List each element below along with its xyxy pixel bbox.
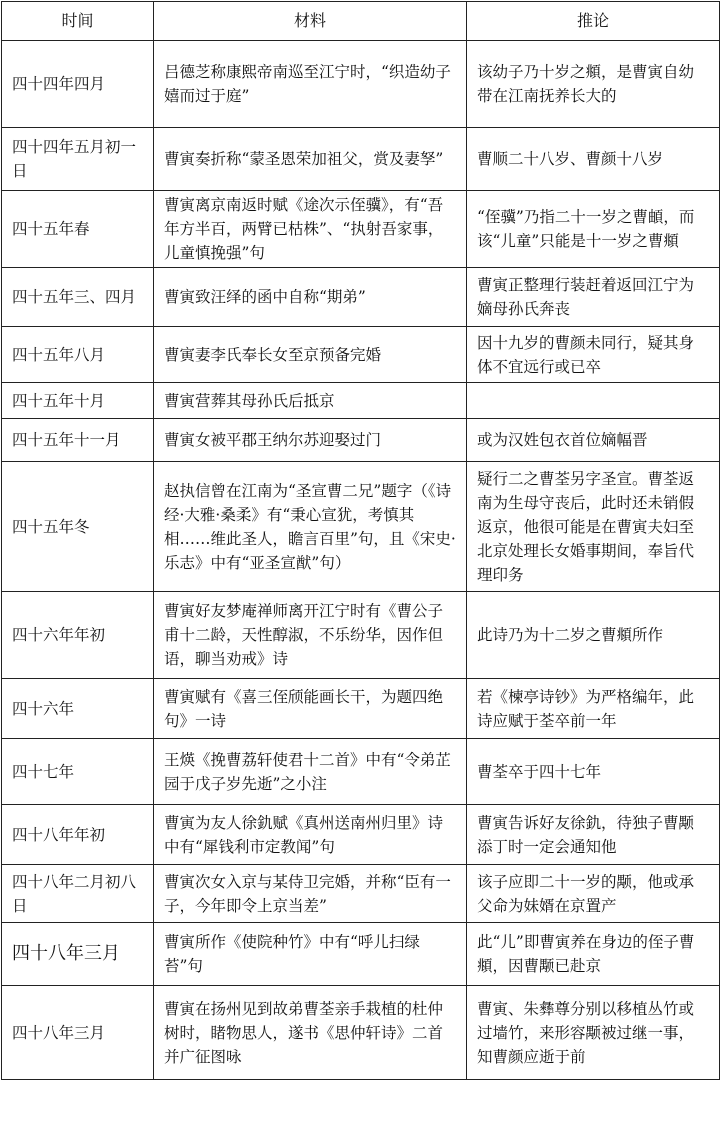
material-cell: 曹寅次女入京与某侍卫完婚，并称“臣有一子，今年即令上京当差” (154, 865, 467, 923)
table-row (2, 419, 720, 462)
material-cell: 曹寅为友人徐釚赋《真州送南州归里》诗中有“犀钱利市定教闻”句 (154, 805, 467, 865)
inference-cell: 曹顺二十八岁、曹颜十八岁 (467, 128, 720, 191)
material-cell: 曹寅女被平郡王纳尔苏迎娶过门 (154, 419, 467, 462)
material-cell: 赵执信曾在江南为“圣宣曹二兄”题字（《诗经·大雅·桑柔》有“秉心宣犹，考慎其相……维此圣人，瞻言百里”句，且《宋史·乐志》中有“亚圣宣猷”句） (154, 462, 467, 592)
header-row (2, 2, 720, 41)
time-cell: 四十六年 (2, 679, 154, 739)
inference-cell: 因十九岁的曹颜未同行，疑其身体不宜远行或已卒 (467, 327, 720, 383)
table-row (2, 805, 720, 865)
time-cell: 四十五年三、四月 (2, 268, 154, 327)
material-cell: 王煐《挽曹荔轩使君十二首》中有“令弟芷园于戊子岁先逝”之小注 (154, 739, 467, 805)
table-row (2, 986, 720, 1080)
time-cell: 四十八年三月 (2, 986, 154, 1080)
material-cell: 曹寅奏折称“蒙圣恩荣加祖父，赏及妻孥” (154, 128, 467, 191)
table-row (2, 739, 720, 805)
material-cell: 曹寅好友梦庵禅师离开江宁时有《曹公子甫十二龄，天性醇淑，不乐纷华，因作但语，聊当劝戒》诗 (154, 592, 467, 679)
time-cell: 四十八年年初 (2, 805, 154, 865)
chronology-table (1, 1, 720, 1080)
material-cell: 曹寅赋有《喜三侄颀能画长干，为题四绝句》一诗 (154, 679, 467, 739)
time-cell: 四十五年春 (2, 191, 154, 268)
table-row (2, 679, 720, 739)
inference-cell: 此“儿”即曹寅养在身边的侄子曹頫，因曹颙已赴京 (467, 923, 720, 986)
material-cell: 曹寅营葬其母孙氏后抵京 (154, 383, 467, 419)
table-row (2, 191, 720, 268)
time-cell: 四十八年三月 (2, 923, 154, 986)
time-cell: 四十六年年初 (2, 592, 154, 679)
inference-cell: 曹寅告诉好友徐釚，待独子曹颙添丁时一定会通知他 (467, 805, 720, 865)
time-cell: 四十五年八月 (2, 327, 154, 383)
header-material: 材料 (154, 2, 467, 41)
inference-cell: 该幼子乃十岁之頫，是曹寅自幼带在江南抚养长大的 (467, 41, 720, 128)
inference-cell: 该子应即二十一岁的颙，他或承父命为妹婿在京置产 (467, 865, 720, 923)
time-cell: 四十五年十一月 (2, 419, 154, 462)
table-row (2, 268, 720, 327)
material-cell: 曹寅所作《使院种竹》中有“呼儿扫绿苔”句 (154, 923, 467, 986)
material-cell: 曹寅妻李氏奉长女至京预备完婚 (154, 327, 467, 383)
table-row (2, 923, 720, 986)
table-row (2, 327, 720, 383)
time-cell: 四十五年十月 (2, 383, 154, 419)
material-cell: 曹寅在扬州见到故弟曹荃亲手栽植的杜仲树时，睹物思人，遂书《思仲轩诗》二首并广征图咏 (154, 986, 467, 1080)
table-row (2, 41, 720, 128)
material-cell: 吕德芝称康熙帝南巡至江宁时，“织造幼子嬉而过于庭” (154, 41, 467, 128)
inference-cell: “侄骥”乃指二十一岁之曹頔，而该“儿童”只能是十一岁之曹頫 (467, 191, 720, 268)
time-cell: 四十四年五月初一日 (2, 128, 154, 191)
table-row (2, 865, 720, 923)
inference-cell: 曹寅、朱彝尊分别以移植丛竹或过墙竹，来形容颙被过继一事，知曹颜应逝于前 (467, 986, 720, 1080)
inference-cell: 此诗乃为十二岁之曹頫所作 (467, 592, 720, 679)
time-cell: 四十八年二月初八日 (2, 865, 154, 923)
inference-cell: 疑行二之曹荃另字圣宣。曹荃返南为生母守丧后，此时还未销假返京，他很可能是在曹寅夫妇至北京处理长女婚事期间，奉旨代理印务 (467, 462, 720, 592)
material-cell: 曹寅离京南返时赋《途次示侄骥》，有“吾年方半百，两臂已枯株”、“执射吾家事，儿童慎挽强”句 (154, 191, 467, 268)
time-cell: 四十四年四月 (2, 41, 154, 128)
material-cell: 曹寅致汪绎的函中自称“期弟” (154, 268, 467, 327)
inference-cell (467, 383, 720, 419)
table-row (2, 128, 720, 191)
inference-cell: 若《楝亭诗钞》为严格编年，此诗应赋于荃卒前一年 (467, 679, 720, 739)
header-inference: 推论 (467, 2, 720, 41)
inference-cell: 曹荃卒于四十七年 (467, 739, 720, 805)
inference-cell: 曹寅正整理行装赶着返回江宁为嫡母孙氏奔丧 (467, 268, 720, 327)
table-row (2, 383, 720, 419)
time-cell: 四十五年冬 (2, 462, 154, 592)
table-row (2, 462, 720, 592)
table-row (2, 592, 720, 679)
inference-cell: 或为汉姓包衣首位嫡幅晋 (467, 419, 720, 462)
time-cell: 四十七年 (2, 739, 154, 805)
header-time: 时间 (2, 2, 154, 41)
